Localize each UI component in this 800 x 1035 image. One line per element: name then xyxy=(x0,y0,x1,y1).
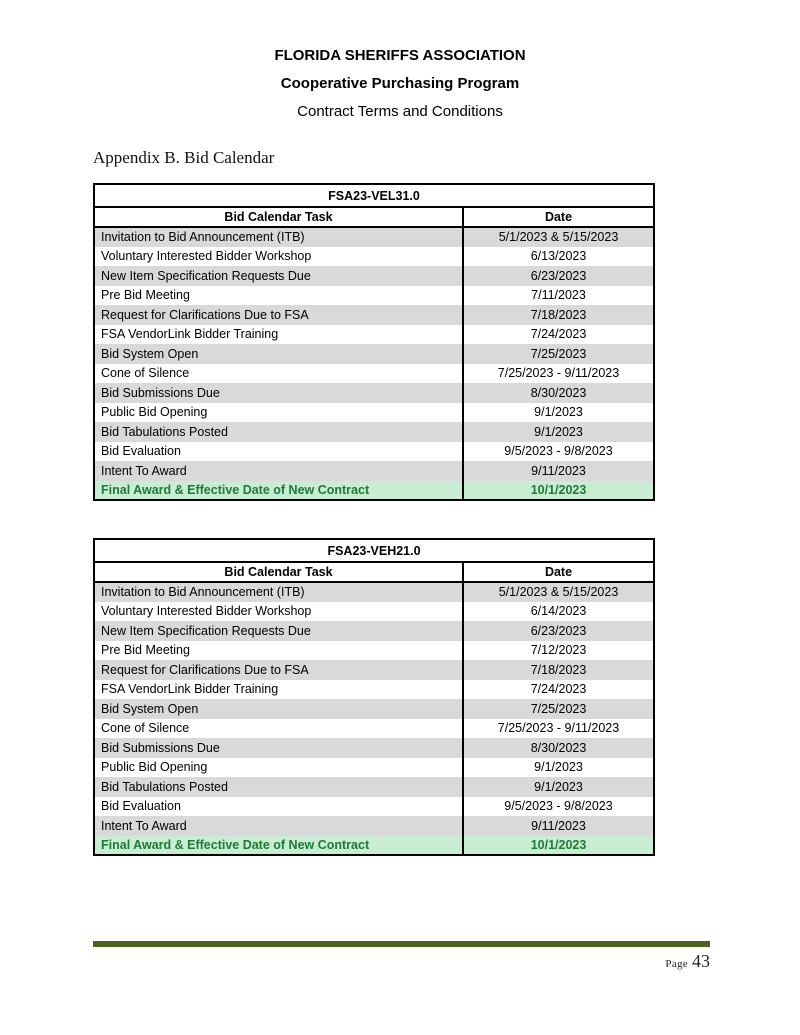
table-row xyxy=(94,325,654,345)
program-title: Cooperative Purchasing Program xyxy=(280,75,520,92)
task-cell: Bid System Open xyxy=(101,701,199,716)
column-header-date: Date xyxy=(463,562,654,582)
table-row xyxy=(94,286,654,306)
task-cell: New Item Specification Requests Due xyxy=(101,623,311,638)
date-cell: 9/1/2023 xyxy=(463,403,654,423)
task-cell: Bid Submissions Due xyxy=(101,385,220,400)
task-cell: Cone of Silence xyxy=(101,721,190,736)
date-cell: 7/25/2023 - 9/11/2023 xyxy=(463,719,654,739)
column-header-date: Date xyxy=(463,207,654,227)
date-cell: 8/30/2023 xyxy=(463,383,654,403)
page-number xyxy=(93,951,710,972)
task-cell: Intent To Award xyxy=(101,463,187,478)
task-cell: Pre Bid Meeting xyxy=(101,288,190,303)
task-cell: New Item Specification Requests Due xyxy=(101,268,311,283)
date-cell: 9/11/2023 xyxy=(463,461,654,481)
date-cell: 9/1/2023 xyxy=(463,758,654,778)
date-cell: 7/18/2023 xyxy=(463,305,654,325)
table-row xyxy=(94,758,654,778)
table-row xyxy=(94,680,654,700)
date-cell: 9/1/2023 xyxy=(463,777,654,797)
task-cell: Voluntary Interested Bidder Workshop xyxy=(101,604,312,619)
table-row xyxy=(94,738,654,758)
task-cell: Bid Submissions Due xyxy=(101,740,220,755)
appendix-heading: Appendix B. Bid Calendar xyxy=(93,148,275,167)
table-row xyxy=(94,641,654,661)
date-cell: 9/11/2023 xyxy=(463,816,654,836)
column-header-task: Bid Calendar Task xyxy=(94,207,463,227)
table-row xyxy=(94,422,654,442)
document-header xyxy=(0,0,800,121)
bid-calendar-table-veh21 xyxy=(93,538,655,856)
table-row xyxy=(94,836,654,856)
date-cell: 10/1/2023 xyxy=(463,481,654,501)
task-cell: Final Award & Effective Date of New Contract xyxy=(101,837,370,852)
table-header-row xyxy=(94,562,654,582)
table-row xyxy=(94,699,654,719)
table-row xyxy=(94,305,654,325)
page-footer xyxy=(93,941,710,972)
page-number-value: 43 xyxy=(692,951,710,971)
task-cell: Intent To Award xyxy=(101,818,187,833)
task-cell: Cone of Silence xyxy=(101,366,190,381)
task-cell: Final Award & Effective Date of New Contract xyxy=(101,482,370,497)
table-row xyxy=(94,383,654,403)
date-cell: 6/23/2023 xyxy=(463,266,654,286)
table-title: FSA23-VEH21.0 xyxy=(94,539,654,562)
table-row xyxy=(94,247,654,267)
table-row xyxy=(94,582,654,602)
table-row xyxy=(94,621,654,641)
date-cell: 9/5/2023 - 9/8/2023 xyxy=(463,797,654,817)
task-cell: Bid System Open xyxy=(101,346,199,361)
date-cell: 5/1/2023 & 5/15/2023 xyxy=(463,227,654,247)
date-cell: 6/14/2023 xyxy=(463,602,654,622)
table-row xyxy=(94,602,654,622)
task-cell: Pre Bid Meeting xyxy=(101,643,190,658)
table-row xyxy=(94,442,654,462)
table-row xyxy=(94,660,654,680)
table-row xyxy=(94,777,654,797)
column-header-task: Bid Calendar Task xyxy=(94,562,463,582)
table-row xyxy=(94,461,654,481)
table-row xyxy=(94,719,654,739)
table-row xyxy=(94,227,654,247)
footer-rule xyxy=(93,941,710,947)
task-cell: FSA VendorLink Bidder Training xyxy=(101,327,279,342)
table-row xyxy=(94,797,654,817)
page-number-label: Page xyxy=(665,958,688,970)
date-cell: 9/5/2023 - 9/8/2023 xyxy=(463,442,654,462)
date-cell: 7/25/2023 - 9/11/2023 xyxy=(463,364,654,384)
task-cell: Invitation to Bid Announcement (ITB) xyxy=(101,230,305,245)
table-row xyxy=(94,816,654,836)
date-cell: 9/1/2023 xyxy=(463,422,654,442)
task-cell: Public Bid Opening xyxy=(101,405,208,420)
task-cell: Bid Tabulations Posted xyxy=(101,424,228,439)
table-title: FSA23-VEL31.0 xyxy=(94,184,654,207)
date-cell: 10/1/2023 xyxy=(463,836,654,856)
table-header-row xyxy=(94,207,654,227)
task-cell: Public Bid Opening xyxy=(101,760,208,775)
task-cell: Invitation to Bid Announcement (ITB) xyxy=(101,585,305,600)
task-cell: Voluntary Interested Bidder Workshop xyxy=(101,249,312,264)
table-row xyxy=(94,344,654,364)
date-cell: 5/1/2023 & 5/15/2023 xyxy=(463,582,654,602)
date-cell: 7/25/2023 xyxy=(463,699,654,719)
task-cell: Bid Evaluation xyxy=(101,799,181,814)
table-title-row xyxy=(94,539,654,562)
date-cell: 8/30/2023 xyxy=(463,738,654,758)
task-cell: Request for Clarifications Due to FSA xyxy=(101,307,309,322)
table-row xyxy=(94,403,654,423)
table-row xyxy=(94,481,654,501)
task-cell: Request for Clarifications Due to FSA xyxy=(101,662,309,677)
date-cell: 6/23/2023 xyxy=(463,621,654,641)
task-cell: FSA VendorLink Bidder Training xyxy=(101,682,279,697)
date-cell: 7/24/2023 xyxy=(463,680,654,700)
org-title: FLORIDA SHERIFFS ASSOCIATION xyxy=(274,47,526,64)
date-cell: 7/25/2023 xyxy=(463,344,654,364)
date-cell: 7/24/2023 xyxy=(463,325,654,345)
table-title-row xyxy=(94,184,654,207)
table-row xyxy=(94,266,654,286)
date-cell: 6/13/2023 xyxy=(463,247,654,267)
date-cell: 7/11/2023 xyxy=(463,286,654,306)
date-cell: 7/12/2023 xyxy=(463,641,654,661)
bid-calendar-table-vel31 xyxy=(93,183,655,501)
document-subtitle: Contract Terms and Conditions xyxy=(297,103,503,120)
task-cell: Bid Tabulations Posted xyxy=(101,779,228,794)
table-row xyxy=(94,364,654,384)
task-cell: Bid Evaluation xyxy=(101,444,181,459)
date-cell: 7/18/2023 xyxy=(463,660,654,680)
